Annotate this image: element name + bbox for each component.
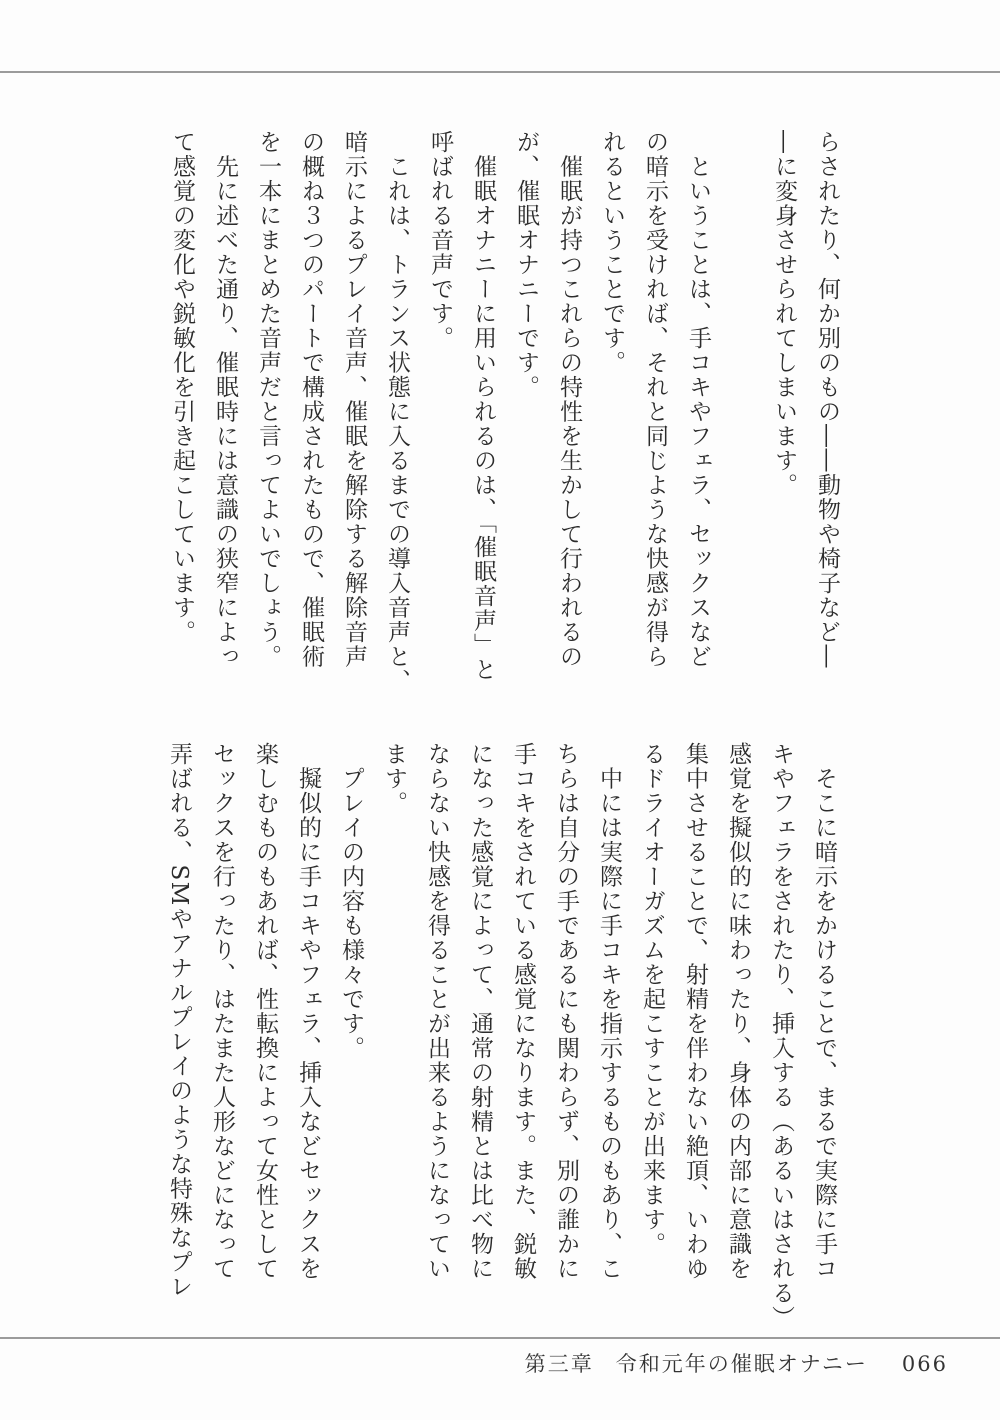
text-line: 集中させることで、射精を伴わない絶頂、いわゆ xyxy=(682,742,708,1281)
text-line: そこに暗示をかけることで、まるで実際に手コ xyxy=(811,742,837,1281)
text-line: になった感覚によって、通常の射精とは比べ物に xyxy=(467,742,493,1281)
text-line: ―に変身させられてしまいます。 xyxy=(771,130,797,498)
text-line: ならない快感を得ることが出来るようになってい xyxy=(424,742,450,1281)
bottom-text-block xyxy=(157,742,845,1354)
text-line: ちらは自分の手であるにも関わらず、別の誰かに xyxy=(553,742,579,1281)
text-line: て感覚の変化や鋭敏化を引き起こしています。 xyxy=(169,130,195,645)
footer-chapter-label: 第三章 xyxy=(524,1352,594,1376)
text-line: 暗示によるプレイ音声、催眠を解除する解除音声 xyxy=(341,130,367,669)
text-line: 催眠オナニーに用いられるのは、「催眠音声」と xyxy=(470,130,496,682)
text-line: 弄ばれる、SMやアナルプレイのような特殊なプレ xyxy=(166,742,192,1299)
text-line: るドライオーガズムを起こすことが出来ます。 xyxy=(639,742,665,1257)
text-line: ます。 xyxy=(381,742,407,816)
text-line: らされたり、何か別のもの――動物や椅子など― xyxy=(814,130,840,669)
text-line: 催眠が持つこれらの特性を生かして行われるの xyxy=(556,130,582,669)
top-rule xyxy=(0,71,1000,73)
footer-chapter-title: 令和元年の催眠オナニー xyxy=(615,1352,868,1376)
text-line: の暗示を受ければ、それと同じような快感が得ら xyxy=(642,130,668,669)
footer xyxy=(525,1348,948,1378)
text-line: 楽しむものもあれば、性転換によって女性として xyxy=(252,742,278,1281)
text-line: ということは、手コキやフェラ、セックスなど xyxy=(685,130,711,669)
text-line: セックスを行ったり、はたまた人形などになって xyxy=(209,742,235,1281)
text-line: 手コキをされている感覚になります。また、鋭敏 xyxy=(510,742,536,1281)
blank-line xyxy=(719,130,762,735)
text-line: 中には実際に手コキを指示するものもあり、こ xyxy=(596,742,622,1281)
text-line: 先に述べた通り、催眠時には意識の狭窄によっ xyxy=(212,130,238,669)
text-line: プレイの内容も様々です。 xyxy=(338,742,364,1061)
text-line: が、催眠オナニーです。 xyxy=(513,130,539,400)
footer-page-number: 066 xyxy=(901,1352,948,1376)
text-line: 呼ばれる音声です。 xyxy=(427,130,453,351)
bottom-rule xyxy=(0,1337,1000,1339)
text-line: れるということです。 xyxy=(599,130,625,375)
text-line: キやフェラをされたり、挿入する（あるいはされる） xyxy=(768,742,794,1330)
text-line: を一本にまとめた音声だと言ってよいでしょう。 xyxy=(255,130,281,669)
text-line: 感覚を擬似的に味わったり、身体の内部に意識を xyxy=(725,742,751,1281)
text-line: これは、トランス状態に入るまでの導入音声と、 xyxy=(384,130,410,694)
text-line: 擬似的に手コキやフェラ、挿入などセックスを xyxy=(295,742,321,1281)
top-text-block xyxy=(160,130,848,735)
text-line: の概ね３つのパートで構成されたもので、催眠術 xyxy=(298,130,324,669)
